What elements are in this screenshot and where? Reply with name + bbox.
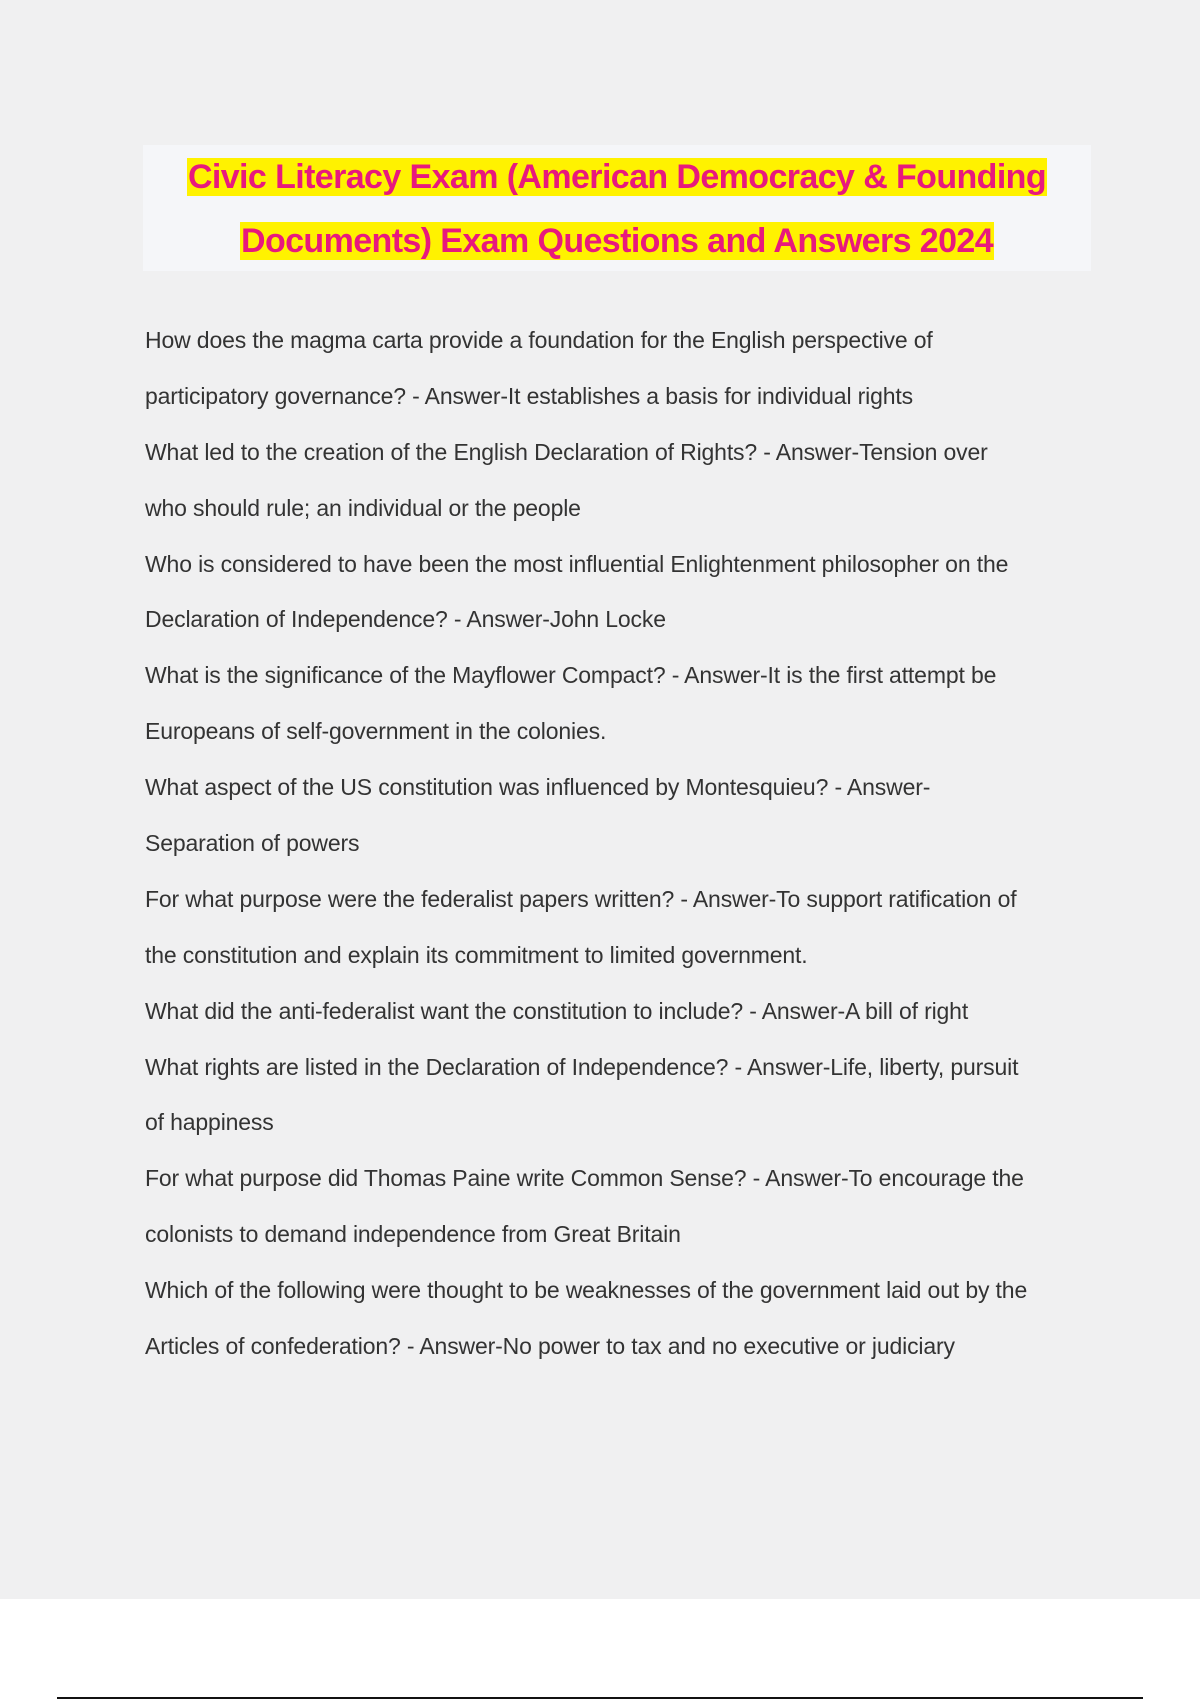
qa-line: Declaration of Independence? - Answer-John Locke — [145, 606, 666, 633]
qa-line: How does the magma carta provide a foundation for the English perspective of — [145, 327, 933, 353]
qa-line: What rights are listed in the Declaration of Independence? - Answer-Life, liberty, pursuit — [145, 1053, 1019, 1080]
qa-line: participatory governance? - Answer-It establishes a basis for individual rights — [145, 382, 913, 409]
qa-line: Who is considered to have been the most influential Enlightenment philosopher on the — [145, 550, 1009, 577]
qa-line: For what purpose did Thomas Paine write Common Sense? - Answer-To encourage the — [145, 1165, 1024, 1192]
qa-line: What led to the creation of the English Declaration of Rights? - Answer-Tension over — [145, 438, 988, 465]
qa-line: Articles of confederation? - Answer-No power to tax and no executive or judiciary — [145, 1333, 955, 1360]
qa-line: What is the significance of the Mayflower Compact? - Answer-It is the first attempt be — [145, 662, 997, 689]
question-answer-list — [145, 313, 1095, 1375]
title-line-2 — [143, 209, 1091, 273]
qa-line: colonists to demand independence from Great Britain — [145, 1221, 681, 1248]
title-line-2-text: Documents) Exam Questions and Answers 2024 — [240, 222, 994, 260]
qa-line: of happiness — [145, 1109, 274, 1136]
qa-line: the constitution and explain its commitment to limited government. — [145, 941, 808, 968]
qa-line: For what purpose were the federalist papers written? - Answer-To support ratification of — [145, 885, 1017, 912]
qa-line: who should rule; an individual or the people — [145, 494, 581, 521]
qa-line: What did the anti-federalist want the constitution to include? - Answer-A bill of right — [145, 997, 969, 1024]
qa-line: Europeans of self-government in the colonies. — [145, 718, 607, 745]
footer-divider — [57, 1697, 1143, 1699]
qa-line: Which of the following were thought to be weaknesses of the government laid out by the — [145, 1277, 1028, 1304]
qa-line: What aspect of the US constitution was influenced by Montesquieu? - Answer- — [145, 774, 931, 801]
title-line-1 — [143, 145, 1091, 209]
title-block — [143, 145, 1091, 271]
qa-line: Separation of powers — [145, 830, 360, 857]
title-line-1-text: Civic Literacy Exam (American Democracy & Founding — [187, 158, 1047, 196]
